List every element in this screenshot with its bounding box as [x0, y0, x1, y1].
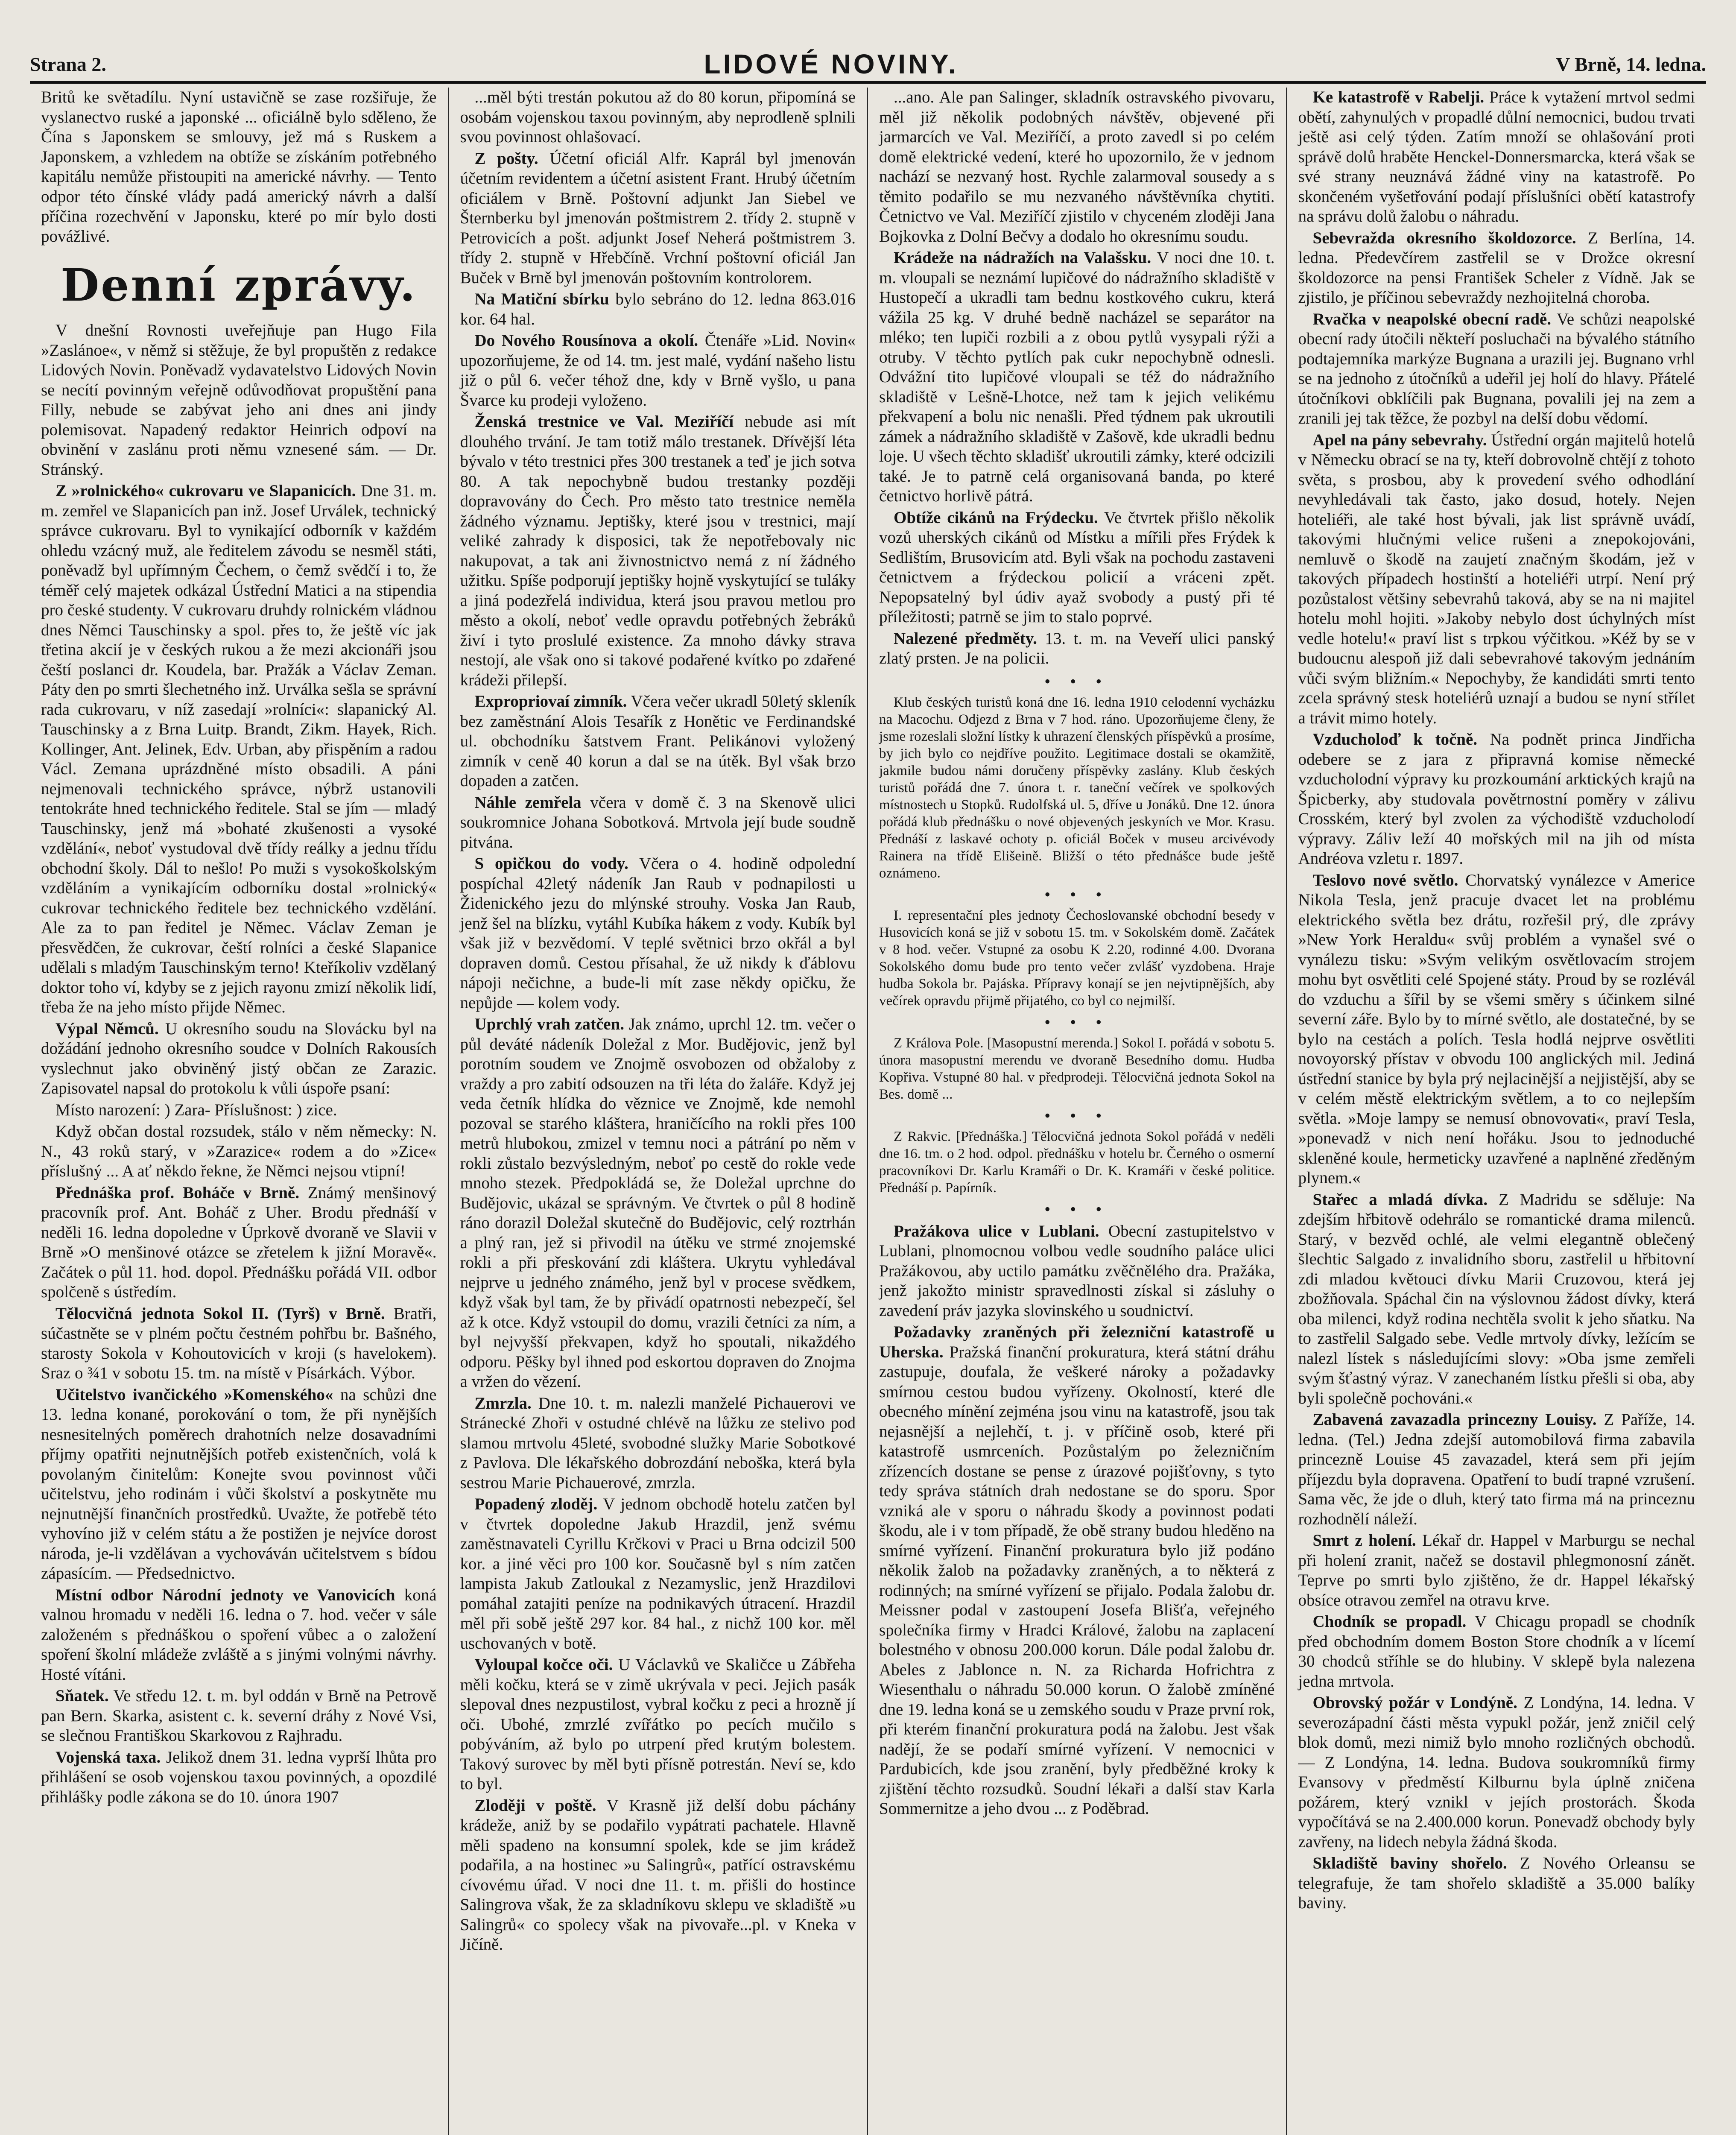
column-1 — [30, 88, 449, 2135]
news-item — [1298, 88, 1695, 227]
columns — [30, 88, 1706, 2135]
news-item — [460, 1796, 856, 1955]
news-item — [41, 1585, 437, 1685]
news-text: U okresního soudu na Slovácku byl na dožádání jednoho okresního soudce v Dolních Rakousích vyslechnut jako obviněný jistý občan ze Zarazic. Zapisovatel napsal do protokolu k vůli úspoře psaní: — [41, 1019, 437, 1097]
news-text: Ve čtvrtek přišlo několik vozů uherských cikánů od Místku a mířili přes Frýdek k Sedlištím, Brusovicím atd. Byli však na pochodu zastaveni četnictvem a frýdeckou policií a vráceni zpět. Nepopsatelný byl údiv ayaž svobody a pustý při té příležitosti; patrně se jim to stalo poprvé. — [879, 508, 1275, 626]
news-item — [460, 149, 856, 288]
news-text: ...měl býti trestán pokutou až do 80 korun, připomíná se osobám vojenskou taxou povinným, aby neprodleně splnili svou povinnost ohlašovací. — [460, 88, 856, 146]
news-text: Práce k vytažení mrtvol sedmi obětí, zahynulých v propadlé důlní nemocnici, budou trvati ještě asi celý týden. Zatím množí se ohlašování proti správě dolů hraběte Henckel-Donnersmarcka, která však se své strany neuznává žádné viny na katastrofě. Po skončeném vyšetřování podají příslušníci obětí katastrofy na správu dolů žalobu o náhradu. — [1298, 88, 1695, 225]
news-headline: Vojenská taxa. — [56, 1748, 161, 1766]
news-text: Z Paříže, 14. ledna. (Tel.) Jedna zdejší automobilová firma zabavila princezně Louise 45 zavazadel, která sem při jejím příjezdu byla dopravena. Opatření to budí trapné vzrušení. Sama věc, že jde o dluh, který tato firma má na princeznu rozhodnělí náleží. — [1298, 1410, 1695, 1528]
news-text: V jednom obchodě hotelu zatčen byl v čtvrtek dopoledne Jakub Hrazdil, jenž svému zaměstnavateli Cyrillu Krčkovi v Praci u Brna odcizil 500 kor. a jiné věci pro 100 kor. Současně byl s ním zatčen lampista Jakub Zatloukal z Nezamyslic, jenž Hrazdilovi pomáhal zatajiti peníze na podnikavých útracení. Hrazdil měl při sobě ještě 297 kor. 84 hal., z nichž 100 kor. měl uschovaných v botě. — [460, 1495, 856, 1652]
news-headline: Učitelstvo ivančického »Komenského« — [56, 1385, 333, 1404]
news-headline: Obrovský požár v Londýně. — [1312, 1693, 1517, 1712]
news-item — [1298, 228, 1695, 308]
news-text: Místo narození: ) Zara- Příslušnost: ) zice. — [56, 1100, 337, 1119]
news-text: Dne 31. m. m. zemřel ve Slapanicích pan inž. Josef Urválek, technický správce cukrovaru. Byl to vynikající odborník v každém ohledu vzácný muž, ale ředitelem závodu se nesměl státi, poněvadž byl upřímným Čechem, o čemž svědčí i to, že téměř celý majetek odkázal Ústřední Matici a na stipendia pro české studenty. V cukrovaru druhdy rolnickém vládnou dnes Němci Tauschinsky a spol. přes to, že ještě víc jak třetina akcií je v českých rukou a že mezi akcionáři jsou čeští poslanci dr. Koudela, bar. Pražák a Václav Zeman. Páty den po smrti šlechetného inž. Urválka sešla se správní rada cukrovaru, v níž zasedají »rolníci«: slapanický Al. Tauschinsky a z Brna Luitp. Brandt, Zikm. Hayek, Rich. Kollinger, Ant. Jelinek, Edv. Urban, aby přispěním a radou Václ. Zemana uprázdněné místo obsadili. A páni nejmenovali technického správce, nýbrž ustanovili tentokráte hned technického ředitele. Stal se jím — mladý Tauschinsky, jenž má »bohaté zkušenosti a vysoké vzdělání«, neboť vystudoval dvě třídy reálky a jednu třídu obchodní školy. Dál to nešlo! Po muži s vysokoškolským vzděláním a vynikajícím odborníku dostal »rolnický« cukrovar technického ředitele bez technického vzdělání. Ale za to pan ředitel je Němec. Václav Zeman je přesvědčen, že cukrovar, čeští rolníci a české Slapanice udělali s mladým Tauschinským terno! Kteříkoliv vzdělaný doktor toho ví, kdyby se z jejich rayonu zmizí několik lidí, třeba že na jeho místo přijde Němec. — [41, 482, 437, 1016]
news-text: Chorvatský vynálezce v Americe Nikola Tesla, jenž pracuje dvacet let na problému elektrického světla bez drátu, rozřešil prý, dle zprávy »New York Heraldu« svůj problém a vynašel své o vynálezu tisku: »Svým velikým osvětlovacím strojem mohu byt osvětliti celé Spojené státy. Proud by se rozlévál do vzduchu a šířil by se všemi směry s účinkem silné severní záře. Bylo by to mírné světlo, ale dostatečné, by se bylo na cestách a polích. Tesla hodlá nejprve osvětliti novoyorský přístav v obvodu 100 anglických mil. Jediná ústřední stanice by byla prý nejlacinější a nejjistější, aby se v celém městě elektrickým světlem, a to co nejlepším světla. »Moje lampy se nemusí obnovovati«, praví Tesla, »ponevadž v nich není hořáku. Jsou to jednoduché skleněné koule, hermeticky uzavřené a naplněné zředěným plynem.« — [1298, 871, 1695, 1187]
article-continued: Britů ke světadílu. Nyní ustavičně se zase rozšiřuje, že vyslanectvo ruské a japonské ... oficiálně bylo sděleno, že Čína s Japonskem se smlouvy, jež má s Ruskem a Japonskem, a vzhledem na obtíže se získáním potřebného kapitálu nemůže přistoupiti na americké návrhy. — Tento odpor této čínské vlády padá americký návrh a další příčina rozechvění v Japonsku, které po mír bylo dosti povážlivé. — [41, 88, 437, 246]
news-headline: Pražákova ulice v Lublani. — [894, 1222, 1099, 1240]
news-text: Na podnět princa Jindřicha odebere se z jara z připravná komise německé vzducholodní výpravy ku prozkoumání arktických krajů na Špicberky, aby studovala povětrnostní poměry v zálivu Crosském, který byl zvolen za východiště vzducholodí výpravy. Záliv leží 40 mořských mil na jih od místa Andréova vzletu r. 1897. — [1298, 730, 1695, 868]
separator: • • • — [1044, 1012, 1110, 1032]
news-item — [879, 88, 1275, 246]
news-item — [460, 793, 856, 853]
news-text: Když občan dostal rozsudek, stálo v něm německy: N. N., 43 roků starý, v »Zarazice« rodem a do »Zice« příslušný ... A ať někdo řekne, že Němci nejsou vtipní! — [41, 1122, 437, 1180]
news-text: Lékař dr. Happel v Marburgu se nechal při holení zranit, načež se dostavil phlegmonosní zánět. Teprve po smrti bylo zjištěno, že dr. Happel lékařský obsíce otravou zemřel na otravu krve. — [1298, 1531, 1695, 1609]
news-text: Včera o 4. hodině odpolední pospíchal 42letý nádeník Jan Raub v podnapilosti u Židenického jezu do mlýnské strouhy. Voska Jan Raub, jenž šel na blízku, vytáhl Kubíka hákem z vody. Kubík byl však již v bezvědomí. V teplé světnici brzo okřál a byl dopraven domů. Cestou přísahal, že už nikdy k ďáblovu nápoji nečichne, a bude-li mít zase někdy opičku, že nepůjde — kolem vody. — [460, 854, 856, 1012]
news-item — [879, 629, 1275, 669]
place-date: V Brně, 14. ledna. — [1556, 53, 1706, 75]
news-item — [879, 1222, 1275, 1321]
column-2 — [449, 88, 868, 2135]
separator: • • • — [1044, 1106, 1110, 1125]
news-headline: Sňatek. — [56, 1687, 109, 1705]
news-headline: Uprchlý vrah zatčen. — [474, 1015, 625, 1033]
news-text: U Václavků ve Skaličce u Zábřeha měli kočku, která se v zimě ukrývala v peci. Jejich pasák slepoval dnes nezpustilost, vybral kočku z peci a hrozně jí oči. Ubohé, zmrzlé zvířátko po pecích mučilo s pobýváním, až bylo po utrpení před krutým bolestem. Takový surovec by měl byti přísně potrestán. Neví se, kdo to byl. — [460, 1655, 856, 1793]
news-text: Známý menšinový pracovník prof. Ant. Boháč z Uher. Brodu přednáší v neděli 16. ledna dopoledne v Úprkově dvoraně ve Slavii v Brně »O menšinové otázce se zřetelem k jižní Moravě«. Začátek o půl 11. hod. dopol. Přednášku pořádá VII. odbor spolčeně s ústředím. — [41, 1183, 437, 1301]
news-item — [41, 1385, 437, 1584]
news-item — [879, 508, 1275, 627]
news-item — [1298, 1854, 1695, 1913]
news-item — [41, 481, 437, 1018]
news-headline: Náhle zemřela — [474, 793, 582, 812]
news-headline: Teslovo nové světlo. — [1312, 871, 1458, 889]
news-item — [41, 321, 437, 480]
news-headline: Vzducholoď k točně. — [1312, 730, 1478, 749]
news-headline: Chodník se propadl. — [1312, 1612, 1467, 1631]
news-text: koná valnou hromadu v neděli 16. ledna o 7. hod. večer v sále založeném s přednáškou o spoření vůbec a o založení spoření školní mládeže zvláště a s jinými volnými návrhy. Hosté vítáni. — [41, 1585, 437, 1684]
section-title: Denní zprávy. — [61, 259, 417, 311]
announcement: Z Králova Pole. [Masopustní merenda.] Sokol I. pořádá v sobotu 5. února masopustní merendu ve dvoraně Besedního domu. Hudba Kopřiva. Vstupné 80 hal. v předprodeji. Tělocvičná jednota Sokol na Bes. domě ... — [879, 1035, 1275, 1102]
news-text: Z Londýna, 14. ledna. V severozápadní části města vypukl požár, jenž zničil celý blok domů, mezi nimiž bylo mnoho rozličných obchodů. — Z Londýna, 14. ledna. Budova soukromníků firmy Evansovy v předměstí Kilburnu byla úplně zničena požárem, který vznikl v jejích prostorách. Škoda vypočítává se na 2.400.000 korun. Ponevadž obchody byly zavřeny, na lidech nebyla žádná škoda. — [1298, 1693, 1695, 1851]
news-item — [460, 290, 856, 329]
news-item — [1298, 1190, 1695, 1409]
news-headline: Z »rolnického« cukrovaru ve Slapanicích. — [56, 482, 356, 500]
news-headline: Expropriovaí zimník. — [474, 692, 627, 711]
news-headline: Zabavená zavazadla princezny Louisy. — [1312, 1410, 1597, 1429]
news-headline: Rvačka v neapolské obecní radě. — [1312, 310, 1551, 328]
announcements — [879, 694, 1275, 1196]
news-item — [41, 1100, 437, 1120]
news-text: Ústřední orgán majitelů hotelů v Německu obrací se na ty, kteří dobrovolně chtějí z tohoto světa, s prosbou, aby k provedení svého odhodlání nevyhledávali tak často, jako dosud, hotely. Nejen hoteliéři, ale také host bývali, jak list správně uvádí, takovými hlučnými velice rušeni a znepokojováni, nemluvě o škodě na zaujetí značným škodám, jež v takových případech hostinští a hoteliéři utrpí. Není prý pozůstalost většiny sebevrahů taková, aby se na ni majitel hotelu mohl hojiti. »Jakoby nebylo dost úchylných míst vedle hotelu!« praví list s trpkou výčitkou. »Kéž by se v budoucnu alespoň již dali sebevrahové takovým jednáním vůči svým bližním.« Nepochyby, že kandidáti smrti tento zcela správný stesk hoteliérů uznají a budou se nyní střílet a trávit mimo hotely. — [1298, 430, 1695, 727]
news-item — [41, 1122, 437, 1182]
news-text: Obecní zastupitelstvo v Lublani, plnomocnou volbou vedle soudního paláce ulici Pražákovou, aby uctilo památku zvěčnělého dra. Pražáka, jenž jakožto ministr spravedlnosti získal si zásluhy o zavedení práv jazyka slovinského u soudnictví. — [879, 1222, 1275, 1320]
news-headline: Obtíže cikánů na Frýdecku. — [894, 508, 1098, 527]
news-headline: S opičkou do vody. — [474, 854, 628, 873]
news-headline: Požadavky zraněných při železniční katastrofě u Uherska. — [879, 1323, 1275, 1361]
news-headline: Výpal Němců. — [56, 1019, 159, 1038]
column-3 — [868, 88, 1287, 2135]
news-item — [460, 1015, 856, 1392]
news-headline: Z pošty. — [474, 149, 538, 168]
news-text: V dnešní Rovnosti uveřejňuje pan Hugo Fila »Zaslánoe«, v němž si stěžuje, že byl propuštěn z redakce Lidových Novin. Poněvadž vydavatelstvo Lidových Novin se necítí povinným veřejně odůvodňovat propuštění pana Filly, nebude se zabývat jeho ani dnes ani jindy polemisovat. Napadený redaktor Heinrich odpoví na obvinění v zaslánu proti němu vznesené sám. — Dr. Stránský. — [41, 321, 437, 479]
news-headline: Popadený zloděj. — [474, 1495, 598, 1513]
news-text: ...ano. Ale pan Salinger, skladník ostravského pivovaru, měl již několik podobných návštěv, objevené při jarmarcích ve Val. Meziříčí, a proto zavedl si po celém domě elektrické vedení, které ho upozornilo, že v jednom nachází se nezvaný host. Rychle zalarmoval sousedy a s těmito podařilo se mu nezvaného návštěvníka chytiti. Četnictvo ve Val. Meziříčí zjistilo v chyceném zloději Jana Bojkovka z Dolní Bečvy a dodalo ho okresnímu soudu. — [879, 88, 1275, 246]
news-item — [460, 331, 856, 410]
news-text: Účetní oficiál Alfr. Kaprál byl jmenován účetním revidentem a účetní asistent Frant. Hrubý účetním oficiálem v Brně. Poštovní adjunkt Jan Siebel ve Šternberku byl jmenován poštmistrem 2. třídy 2. stupně v Petrovicích a pošt. adjunkt Josef Neherá poštmistrem 3. třídy 2. stupně v Hřebčíně. Vrchní poštovní oficiál Jan Buček v Brně byl jmenován poštovním kontrolorem. — [460, 149, 856, 287]
announcement: I. representační ples jednoty Čechoslovanské obchodní besedy v Husovicích koná se již v sobotu 15. tm. v Sokolském domě. Začátek v 8 hod. večer. Vstupné za osobu K 2.20, rodinné 4.00. Dvorana Sokolského domu bude pro tento večer zvlášť vyzdobena. Hraje hudba Sokola br. Pajáska. Přípravy konají se jen nejvtipnějších, aby večírek opravdu přijmě přijatého, co byl co nejmilší. — [879, 907, 1275, 1009]
news-item — [460, 692, 856, 791]
news-text: V Chicagu propadl se chodník před obchodním domem Boston Store chodník a v lícemí 30 chodců stříhle se do hlubiny. V sklepě byla nalezena jedna mrtvola. — [1298, 1612, 1695, 1690]
news-text: Z Madridu se sděluje: Na zdejším hřbitově odehrálo se romantické drama milenců. Starý, v bezvěd ochlé, ale velmi elegantně oblečený šlechtic Salgado z invalidního sboru, zastřelil u hřbitovní zdi mladou květouci dívku Marii Cruzovou, která jej zbožňovala. Spáchal čin na výslovnou žádost dívky, která oba milenci, když rodina nechtěla svolit k jeho sňatku. Na to zastřelil Salgado sebe. Vedle mrtvoly dívky, ležícím se nalezl lístek s následujícími slovy: »Oba jsme zemřeli svým šťastný výraz. V zanechaném lístku přešli si oba, aby byli společně pochováni.« — [1298, 1190, 1695, 1407]
news-item — [879, 248, 1275, 506]
news-headline: Smrt z holení. — [1312, 1531, 1416, 1550]
news-headline: Přednáška prof. Boháče v Brně. — [56, 1183, 299, 1202]
news-headline: Sebevražda okresního školdozorce. — [1312, 228, 1576, 247]
news-text: Dne 10. t. m. nalezli manželé Pichauerovi ve Stránecké Zhoři v ostudné chlévě na lůžku ze stelivo pod slamou mrtvolu 45leté, svobodné služky Marie Sobotkové z Pavlova. Dle lékařského dobrozdání neboška, která byla sestrou Marie Pichauerové, zmrzla. — [460, 1394, 856, 1492]
masthead-title: LIDOVÉ NOVINY. — [704, 49, 959, 79]
news-headline: Na Matiční sbírku — [474, 290, 609, 308]
news-text: Jak známo, uprchl 12. tm. večer o půl deváté nádeník Doležal z Mor. Budějovic, jenž byl porotním soudem ve Znojmě osvobozen od obžaloby z vraždy a pro zabití odsouzen na tři léta do žaláře. Když jej veda četník hlídka do věznice ve Znojmě, kde nemohl pozoval se starého kláštera, hraničícího na rokli přes 100 metrů hlubokou, zmizel v temnu noci a pátrání po něm v rokli zůstalo bezvýsledným, neboť po cestě do rokle vede mnoho stezek. Předpokládá se, že Doležal uprchne do Budějovic, ukázal se správným. Ve čtvrtek o půl 8 hodině ráno dorazil Doležal skutečně do Budějovic, celý roztrhán a plný ran, jež si přivodil na útěku ve strmé znojemské rokli a při přeskování zdi kláštera. Ukrytu vyhledával nejprve u jedného známého, jenž byl v procese svědkem, když však byl tam, že by přivádí opatrnosti nebezpečí, šel až k otce. Když vstoupil do domu, vrazili četníci za ním, a byl nejvyšší překvapen, když ho spoutali, nikaždého odporu. Pěšky byl ihned pod eskortou dopraven do Znojma a vržen do vězení. — [460, 1015, 856, 1391]
news-headline: Stařec a mladá dívka. — [1312, 1190, 1488, 1209]
news-item — [41, 1019, 437, 1099]
separator: • • • — [1044, 884, 1110, 904]
news-item — [460, 1494, 856, 1653]
news-text: nebude asi mít dlouhého trvání. Je tam totiž málo trestanek. Dřívější léta bývalo v této trestnici přes 300 trestanek a teď je jich sotva 80. A tak nepochybně budou trestanky později dopravovány do Čech. Pro město tato trestnice neměla žádného významu. Jeptišky, které jsou v trestnici, mají veliké zahrady k disposici, tak že nepotřebovaly nic nakupovat, a tak ani živnostnictvo nemá z ní žádného užitku. Spíše podporují jeptišky hojně vyskytující se tuláky a jiná podezřelá individua, která jsou pravou metlou pro město a okolí, neboť vedle opravdu potřebných žebráků živí i tyto proslulé existence. Za mnoho dávky strava nestojí, ale však ono si takové podařené kvítko po zdařené krádeži přilepší. — [460, 412, 856, 689]
news-text: V Krasně již delší dobu páchány krádeže, aniž by se podařilo vypátrati pachatele. Hlavně měli spadeno na konsumní spolek, kde se jim krádež podařila, a na hostinec »u Salingrů«, patřící ostravskému cívovému úřad. V noci dne 11. t. m. přišli do hostince Salingrova však, že za skladníkovu sklepu ve skladiště »u Salingrů« co spolecy však na pivovaře...pl. v Kneka v Jičíně. — [460, 1796, 856, 1954]
news-headline: Nalezené předměty. — [894, 629, 1037, 648]
news-item — [460, 1655, 856, 1794]
news-item — [41, 1686, 437, 1746]
news-item — [1298, 1410, 1695, 1529]
news-text: V noci dne 10. t. m. vloupali se neznámí lupičové do nádražního skladiště v Hustopečí a ukradli tam bednu kostkového cukru, která vážila 25 kg. V druhé bedně nacházel se separátor na mléko; ten lupiči rozbili a z obou pytlů vysypali rýži a otruby. V těchto pytlích pak cukr nepochybně odnesli. Odvážní tito lupičové vloupali se též do nádražního skladiště v Lešně-Lhotce, než tam k jejich velikému překvapení a bolu nic nenašli. Před týdnem pak ukroutili zámek a nádražního skladiště v Zašově, kde ukradli bednu loje. U všech těchto skladišť ukroutili zámky, které odcizili také. Je to patrně celá organisovaná banda, po které četnictvo horlivě pátrá. — [879, 249, 1275, 505]
separator: • • • — [1044, 671, 1110, 691]
news-item — [460, 854, 856, 1013]
news-item — [1298, 730, 1695, 869]
news-headline: Krádeže na nádražích na Valašsku. — [894, 249, 1151, 267]
announcement: Klub českých turistů koná dne 16. ledna 1910 celodenní vycházku na Macochu. Odjezd z Brna v 7 hod. ráno. Upozorňujeme členy, že jsme rozeslali složní lístky k uhrazení členských příspěvků a prosíme, by jich bylo co nejdříve použito. Legitimace dostali se okamžitě, jakmile budou námi doručeny příspěvky zaslány. Klub českých turistů pořádá dne 7. února t. r. taneční večírek ve spolkových místnostech u Stopků. Rudolfská ul. 5, dříve u Jonáků. Dne 12. února pořádá klub přednášku o nové objevených jeskyních ve Mor. Krasu. Přednáší z laskavé ochoty p. oficiál Boček v museu arcivévody Rainera na třídě Elišeině. Bližší o této přednášce bude ještě oznámeno. — [879, 694, 1275, 881]
news-headline: Zloději v poště. — [474, 1796, 596, 1815]
news-item — [1298, 871, 1695, 1188]
announcement: Z Rakvic. [Přednáška.] Tělocvičná jednota Sokol pořádá v neděli dne 16. tm. o 2 hod. odpol. přednášku v hotelu br. Černého o osmerní pracovníkovi Dr. Karlu Kramáři o Dr. K. Kramáři v české politice. Přednáší p. Papírník. — [879, 1129, 1275, 1196]
news-headline: Apel na pány sebevrahy. — [1312, 430, 1487, 449]
news-text: na schůzi dne 13. ledna konané, porokování o tom, že při nynějších nesnesitelných poměrech drahotních nelze dosavadními příjmy opatřiti nejnutnějších potřeb existenčních, volá k povolaným činitelům: Konejte svou povinnost vůči učitelstvu, jeho rodinám i vůči školství a poskytněte mu nejnutnější finančních prostředků. Uvažte, že potřebě této vyhovíno již v celém státu a že postižen je nejvíce dorost národa, je-li vzdělávan a vychováván učitelstvem s bídou zápasícím. — Předsednictvo. — [41, 1385, 437, 1582]
news-text: Z Berlína, 14. ledna. Předevčírem zastřelil se v Drožce okresní školdozorce na pensi František Scheler z Vídně. Jak se zjistilo, je příčinou sebevraždy nezhojitelná choroba. — [1298, 228, 1695, 307]
news-headline: Tělocvičná jednota Sokol II. (Tyrš) v Brně. — [56, 1304, 385, 1323]
news-text: Ve schůzi neapolské obecní rady útočili někteří posluchači na bývalého státního podtajemníka markýze Bugnana a urazili jej. Bugnano vrhl se na jednoho z útočníků a udeřil jej holí do hlavy. Přátelé útočníkovi obklíčili pak Bugnana, povalili jej na zem a zranili jej tak těžce, že pozbyl na delší dobu vědomí. — [1298, 310, 1695, 427]
news-text: 13. t. m. na Veveří ulici panský zlatý prsten. Je na policii. — [879, 629, 1275, 667]
news-item — [41, 1748, 437, 1807]
news-text: včera v domě č. 3 na Skenově ulici soukromnice Johana Sobotková. Mrtvola její bude soudně pitvána. — [460, 793, 856, 851]
news-text: Ve středu 12. t. m. byl oddán v Brně na Petrově pan Bern. Skarka, asistent c. k. severní dráhy z Nové Vsi, se slečnou Františkou Skarkovou z Rajhradu. — [41, 1687, 437, 1745]
news-text: bylo sebráno do 12. ledna 863.016 kor. 64 hal. — [460, 290, 856, 328]
page-number: Strana 2. — [30, 53, 106, 75]
page-header — [30, 47, 1706, 84]
news-item — [1298, 1693, 1695, 1852]
news-item — [1298, 310, 1695, 429]
news-headline: Místní odbor Národní jednoty ve Vanovicích — [56, 1585, 395, 1604]
news-item — [41, 1183, 437, 1302]
news-item — [1298, 430, 1695, 728]
news-item — [460, 88, 856, 147]
news-item — [41, 1304, 437, 1383]
news-text: Včera večer ukradl 50letý skleník bez zaměstnání Alois Tesařík z Honětic ve Ferdinandské ul. obchodníku šatstvem Frant. Pelikánovi vyložený zimník v ceně 40 korun a dal se na útěk. Byl však brzo dopaden a zatčen. — [460, 692, 856, 790]
separator: • • • — [1044, 1199, 1110, 1219]
news-headline: Zmrzla. — [474, 1394, 532, 1413]
column-4 — [1287, 88, 1707, 2135]
news-text: Z Nového Orleansu se telegrafuje, že tam shořelo skladiště a 35.000 balíky baviny. — [1298, 1854, 1695, 1912]
news-headline: Ženská trestnice ve Val. Meziříčí — [474, 412, 734, 431]
news-item — [879, 1322, 1275, 1819]
news-headline: Ke katastrofě v Rabelji. — [1312, 88, 1485, 106]
news-text: Čtenáře »Lid. Novin« upozorňujeme, že od 14. tm. jest malé, vydání našeho listu již o půl 6. večer téhož dne, kdy v Brně vyšlo, u pana Švarce ku prodeji vyloženo. — [460, 331, 856, 409]
news-item — [1298, 1531, 1695, 1610]
news-headline: Skladiště baviny shořelo. — [1312, 1854, 1507, 1872]
news-item — [1298, 1612, 1695, 1691]
news-item — [460, 1394, 856, 1493]
news-headline: Vyloupal kočce oči. — [474, 1655, 613, 1674]
news-text: Pražská finanční prokuratura, která státní dráhu zastupuje, doufala, že veškeré nároky a požadavky smírnou cestou budou vyřízeny. Okolností, které dle obecného mínění zejména jsou vinu na katastrofě, jsou tak nejasnější a nejlehčí, t. j. v příčině osob, které při katastrofě usmrceních. Pozůstalým po železničním zřízencích dostane se pense z úrazové pojišťovny, s tyto tedy správa státních drah nedostane se do sporu. Spor vzniká ale v sporu o náhradu škody a povinnost podati škodu, ale i v tom případě, že obě strany budou hleděno na smírné vyřízení. Finanční prokuratura bylo již podáno několik žalob na požadavky zraněných, a to některá z rodinných; na smírné vyřízení se přijalo. Podala žalobu dr. Meissner podal v zastoupení Josefa Blišťa, veřejného společníka firmy v Hradci Králové, žalobu na zaplacení bolestného v obnosu 200.000 korun. Dále podal žalobu dr. Abeles z Jablonce n. N. za Richarda Hofrichtra z Wiesenthalu o náhradu 50.000 korun. O žalobě zmíněné dne 19. ledna koná se u zemského soudu v Praze první rok, při kterém finanční prokuratura podá na žalobu. Jest však nadějí, že se podaří smírné vyřízení. V nemocnici v Pardubicích, kde jsou zranění, byly předběžné kroky k zjištění těchto rozsudků. Soudní lékaři a další stav Karla Sommernitze a jeho dvou ... z Poděbrad. — [879, 1342, 1275, 1818]
news-headline: Do Nového Rousínova a okolí. — [474, 331, 698, 350]
news-text: Jelikož dnem 31. ledna vyprší lhůta pro přihlášení se osob vojenskou taxou povinných, a opozdilé přihlášky podle zákona se do 10. února 1907 — [41, 1748, 437, 1806]
news-item — [460, 412, 856, 690]
news-text: Bratři, súčastněte se v plném počtu čestném pohřbu br. Bašného, starosty Sokola v Kohoutovicích v kroji (s havelokem). Sraz o ¾1 v sobotu 15. tm. na místě v Písárkách. Výbor. — [41, 1304, 437, 1382]
